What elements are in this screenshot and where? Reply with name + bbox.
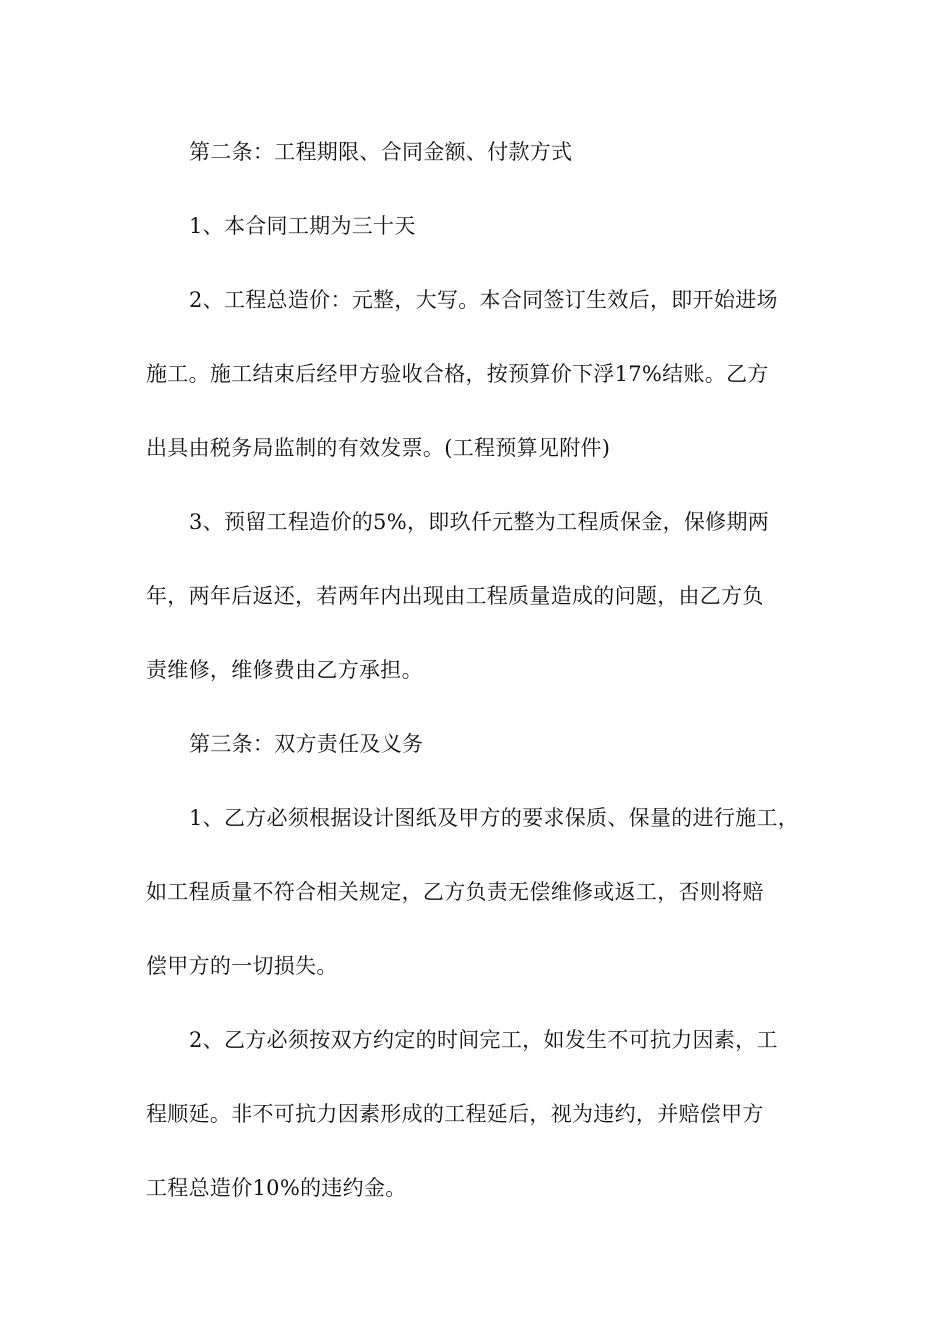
paragraph-line: 年，两年后返还，若两年内出现由工程质量造成的问题，由乙方负 bbox=[146, 584, 764, 608]
paragraph-line: 施工。施工结束后经甲方验收合格，按预算价下浮17%结账。乙方 bbox=[146, 362, 769, 386]
paragraph-line: 1、本合同工期为三十天 bbox=[189, 214, 416, 238]
section-heading-article-2: 第二条：工程期限、合同金额、付款方式 bbox=[189, 140, 573, 164]
paragraph-line: 2、工程总造价：元整，大写。本合同签订生效后，即开始进场 bbox=[189, 288, 778, 312]
paragraph-line: 偿甲方的一切损失。 bbox=[146, 954, 338, 978]
paragraph-line: 3、预留工程造价的5%，即玖仟元整为工程质保金，保修期两 bbox=[189, 510, 770, 534]
paragraph-line: 2、乙方必须按双方约定的时间完工，如发生不可抗力因素，工 bbox=[189, 1028, 778, 1052]
paragraph-line: 如工程质量不符合相关规定，乙方负责无偿维修或返工，否则将赔 bbox=[146, 880, 764, 904]
paragraph-line: 出具由税务局监制的有效发票。(工程预算见附件) bbox=[146, 436, 611, 460]
paragraph-line: 1、乙方必须根据设计图纸及甲方的要求保质、保量的进行施工， bbox=[189, 806, 800, 830]
paragraph-line: 责维修，维修费由乙方承担。 bbox=[146, 658, 423, 682]
paragraph-line: 工程总造价10%的违约金。 bbox=[146, 1176, 407, 1200]
section-heading-article-3: 第三条：双方责任及义务 bbox=[189, 732, 424, 756]
paragraph-line: 程顺延。非不可抗力因素形成的工程延后，视为违约，并赔偿甲方 bbox=[146, 1102, 764, 1126]
